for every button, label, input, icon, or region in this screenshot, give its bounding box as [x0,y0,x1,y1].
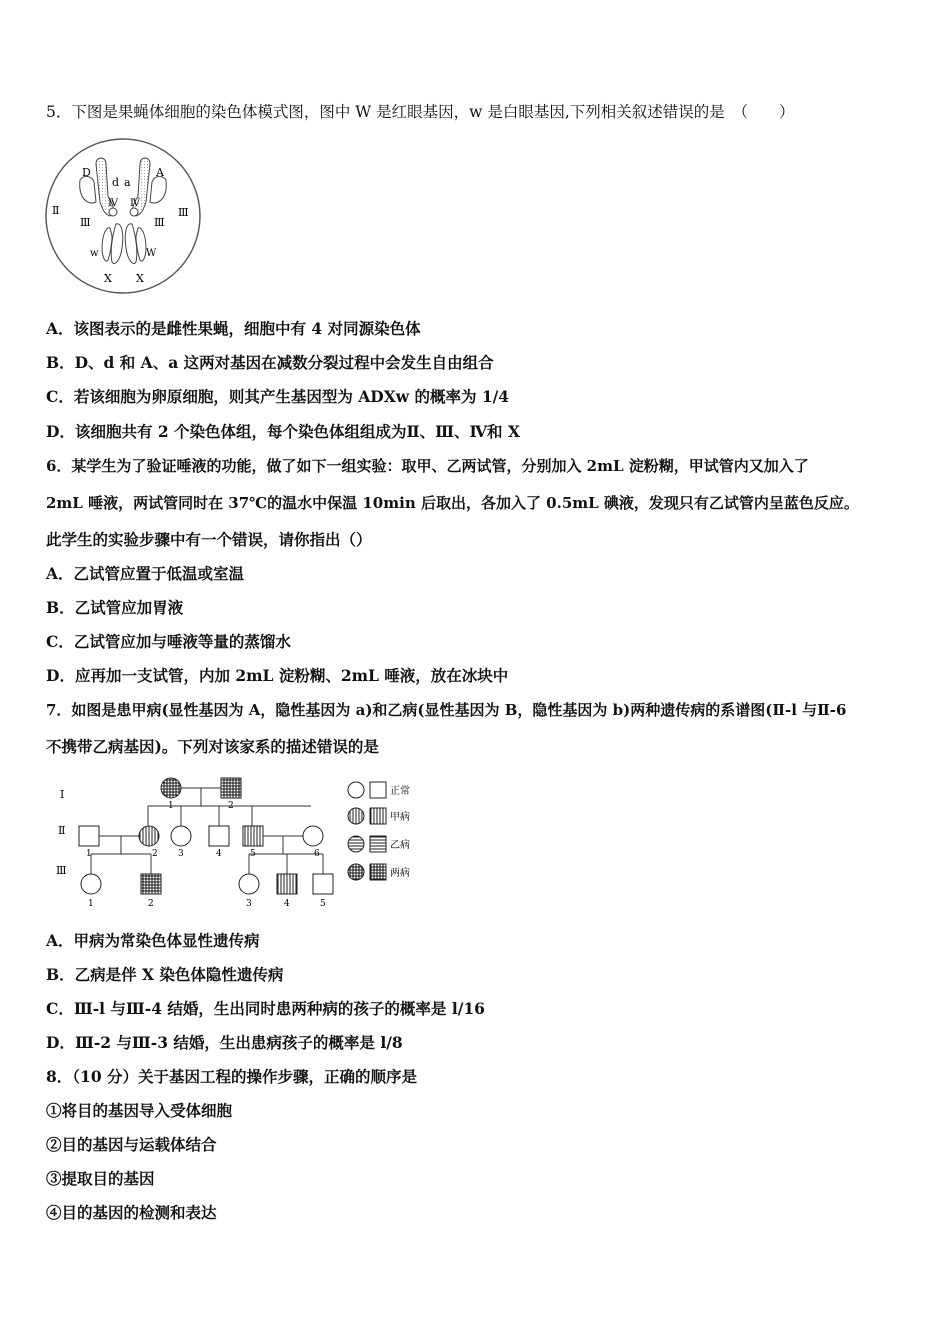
legend-jia-label: 甲病 [390,812,410,823]
legend-both-female [348,864,364,880]
q6-option-a: A．乙试管应置于低温或室温 [46,564,245,583]
i-2-number: 2 [228,801,234,811]
label-a: a [124,176,131,189]
ii-2-number: 2 [152,849,158,859]
q8-stem: 8．（10 分）关于基因工程的操作步骤，正确的顺序是 [46,1067,418,1086]
q5-option-d: D．该细胞共有 2 个染色体组，每个染色体组组成为Ⅱ、Ⅲ、Ⅳ和 X [46,422,520,441]
ii-3-number: 3 [178,849,184,859]
q5-option-c: C．若该细胞为卵原细胞，则其产生基因型为 ADXw 的概率为 1/4 [46,387,510,406]
label-D: D [82,166,91,179]
q6-option-b: B．乙试管应加胃液 [46,598,184,617]
ii-1-number: 1 [86,849,92,859]
legend-normal-label: 正常 [390,786,410,797]
label-iii-left: Ⅲ [80,216,91,229]
q6-stem-line-1: 6．某学生为了验证唾液的功能，做了如下一组实验：取甲、乙两试管，分别加入 2mL 淀粉糊，甲试管内又加入了 [46,457,809,475]
q6-stem-line-2: 2mL 唾液，两试管同时在 37℃的温水中保温 10min 后取出，各加入了 0.5mL 碘液，发现只有乙试管内呈蓝色反应。 [46,494,859,512]
label-iii-outer-right: Ⅲ [178,206,189,219]
q5-option-a: A．该图表示的是雌性果蝇，细胞中有 4 对同源染色体 [46,319,421,338]
q7-stem-line-1: 7．如图是患甲病(显性基因为 A，隐性基因为 a)和乙病(显性基因为 B，隐性基因为 b)两种遗传病的系谱图(Ⅱ-l 与Ⅱ-6 [46,701,847,719]
q5-stem: 5．下图是果蝇体细胞的染色体模式图，图中 W 是红眼基因，w 是白眼基因,下列相关叙述错误的是 （ ） [46,103,795,121]
individual-iii-1 [81,874,101,894]
legend-jia-male [370,808,386,824]
gen-label-2: Ⅱ [58,824,66,837]
iii-3-number: 3 [246,899,252,909]
individual-iii-4 [277,874,297,894]
individual-i-1 [161,778,181,798]
individual-ii-3 [171,826,191,846]
iii-1-number: 1 [88,899,94,909]
chromosome-iv-right [130,208,138,216]
label-A: A [156,166,164,179]
ii-4-number: 4 [216,849,222,859]
label-d: d [112,176,120,189]
q7-option-a: A．甲病为常染色体显性遗传病 [46,931,260,950]
iii-5-number: 5 [320,899,326,909]
q5-option-b: B．D、d 和 A、a 这两对基因在减数分裂过程中会发生自由组合 [46,353,494,372]
q7-stem-line-2: 不携带乙病基因)。下列对该家系的描述错误的是 [46,737,379,756]
legend-yi-male [370,836,386,852]
q6-stem-line-3: 此学生的实验步骤中有一个错误，请你指出（） [46,530,372,549]
individual-iii-5 [313,874,333,894]
q8-step-4: ④目的基因的检测和表达 [46,1203,217,1222]
label-iii-right: Ⅲ [154,216,165,229]
gen-label-1: Ⅰ [60,788,65,801]
legend-jia-female [348,808,364,824]
label-ii-left: Ⅱ [52,204,60,217]
ii-6-number: 6 [314,849,320,859]
legend-yi-label: 乙病 [390,840,410,851]
individual-ii-2 [139,826,159,846]
gen-label-3: Ⅲ [56,864,67,877]
chromosome-iv-left [109,208,117,216]
individual-ii-4 [209,826,229,846]
individual-ii-1 [79,826,99,846]
ii-5-number: 5 [250,849,256,859]
legend-both-label: 两病 [390,868,410,879]
iii-2-number: 2 [148,899,154,909]
q7-option-c: C．Ⅲ-l 与Ⅲ-4 结婚，生出同时患两种病的孩子的概率是 l/16 [46,999,485,1018]
q7-option-b: B．乙病是伴 X 染色体隐性遗传病 [46,965,284,984]
q8-step-2: ②目的基因与运载体结合 [46,1135,217,1154]
q7-option-d: D．Ⅲ-2 与Ⅲ-3 结婚，生出患病孩子的概率是 l/8 [46,1033,403,1052]
q7-pedigree-chart [46,770,426,910]
q6-option-c: C．乙试管应加与唾液等量的蒸馏水 [46,632,291,651]
label-w-small: w [90,248,99,259]
label-x-right: X [136,272,144,285]
individual-ii-5 [243,826,263,846]
label-iv-left: Ⅳ [108,198,118,209]
cell-outline [46,139,200,293]
q8-step-1: ①将目的基因导入受体细胞 [46,1101,233,1120]
individual-ii-6 [303,826,323,846]
legend-yi-female [348,836,364,852]
i-1-number: 1 [168,801,174,811]
legend-normal-female [348,782,364,798]
label-iv-right: Ⅳ [130,198,140,209]
q8-step-3: ③提取目的基因 [46,1169,155,1188]
label-W-big: W [146,248,157,259]
q6-option-d: D．应再加一支试管，内加 2mL 淀粉糊、2mL 唾液，放在冰块中 [46,666,509,685]
legend-normal-male [370,782,386,798]
iii-4-number: 4 [284,899,290,909]
label-x-left: X [104,272,112,285]
q5-chromosome-figure [44,136,202,296]
individual-iii-2 [141,874,161,894]
legend-both-male [370,864,386,880]
individual-iii-3 [239,874,259,894]
individual-i-2 [221,778,241,798]
